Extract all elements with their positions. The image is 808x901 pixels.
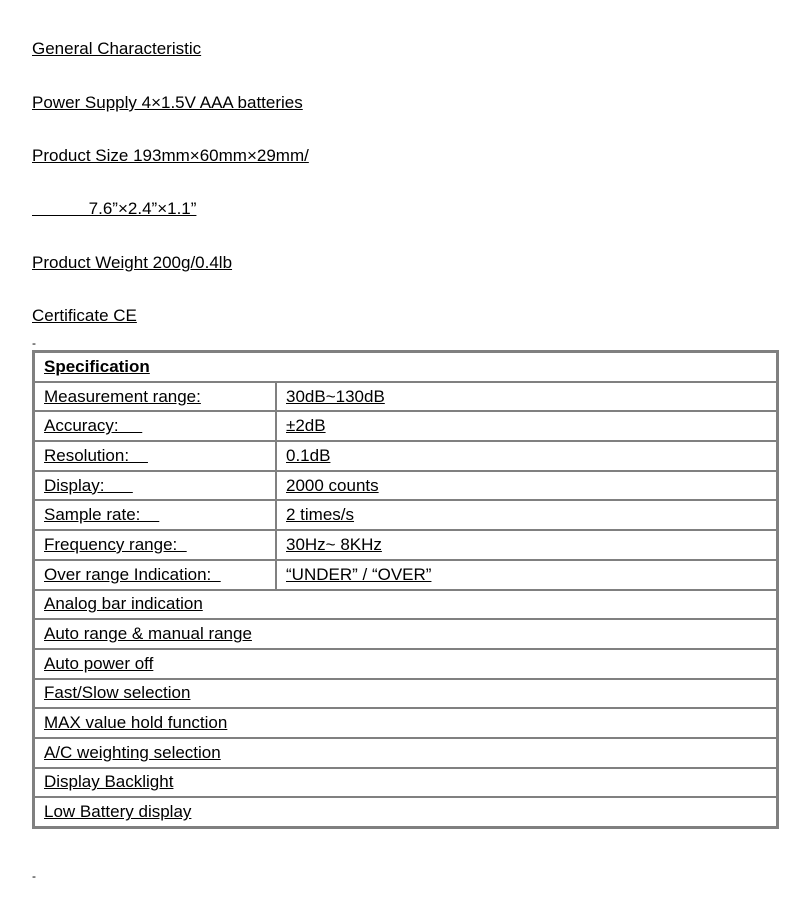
table-row bbox=[34, 679, 777, 709]
spec-label: Sample rate: bbox=[44, 505, 160, 525]
feature-item: MAX value hold function bbox=[44, 713, 228, 733]
certificate-line: Certificate CE bbox=[32, 306, 137, 325]
feature-item: Analog bar indication bbox=[44, 594, 203, 614]
feature-cell bbox=[34, 649, 777, 679]
spec-value: “UNDER” / “OVER” bbox=[286, 564, 432, 584]
table-row bbox=[34, 738, 777, 768]
feature-cell bbox=[34, 679, 777, 709]
spec-label: Accuracy: bbox=[44, 416, 143, 436]
feature-cell bbox=[34, 768, 777, 798]
spec-value: 0.1dB bbox=[286, 445, 331, 465]
table-row bbox=[34, 590, 777, 620]
table-row bbox=[34, 441, 777, 471]
spec-value-cell bbox=[276, 500, 777, 530]
specification-title-cell bbox=[34, 352, 777, 382]
table-row bbox=[34, 382, 777, 412]
spec-value: 30dB~130dB bbox=[286, 386, 385, 406]
table-row bbox=[34, 500, 777, 530]
product-weight-line: Product Weight 200g/0.4lb bbox=[32, 253, 233, 272]
spec-value-cell bbox=[276, 382, 777, 412]
specification-title: Specification bbox=[44, 356, 150, 376]
table-row bbox=[34, 708, 777, 738]
power-supply-line: Power Supply 4×1.5V AAA batteries bbox=[32, 93, 303, 112]
table-row bbox=[34, 352, 777, 382]
product-size-inch-line: 7.6”×2.4”×1.1” bbox=[32, 199, 197, 218]
table-row bbox=[34, 530, 777, 560]
spec-value-cell bbox=[276, 441, 777, 471]
spec-label-cell bbox=[34, 441, 276, 471]
feature-item: Fast/Slow selection bbox=[44, 683, 191, 703]
table-row bbox=[34, 797, 777, 827]
feature-cell bbox=[34, 797, 777, 827]
spec-label: Resolution: bbox=[44, 445, 148, 465]
feature-item: Auto power off bbox=[44, 653, 154, 673]
spec-label-cell bbox=[34, 411, 276, 441]
spec-label: Over range Indication: bbox=[44, 564, 221, 584]
spec-value-cell bbox=[276, 411, 777, 441]
spec-label-cell bbox=[34, 471, 276, 501]
feature-item: Display Backlight bbox=[44, 772, 174, 792]
spec-value: 30Hz~ 8KHz bbox=[286, 534, 382, 554]
spec-label-cell bbox=[34, 530, 276, 560]
feature-cell bbox=[34, 708, 777, 738]
general-characteristic-heading: General Characteristic bbox=[32, 39, 202, 58]
table-row bbox=[34, 560, 777, 590]
table-row bbox=[34, 768, 777, 798]
spec-value: 2000 counts bbox=[286, 475, 379, 495]
feature-cell bbox=[34, 619, 777, 649]
paragraph-marker-top: - bbox=[32, 336, 36, 350]
spec-value-cell bbox=[276, 560, 777, 590]
spec-label: Measurement range: bbox=[44, 386, 201, 406]
spec-label: Frequency range: bbox=[44, 534, 187, 554]
feature-item: A/C weighting selection bbox=[44, 742, 221, 762]
table-row bbox=[34, 619, 777, 649]
table-row bbox=[34, 411, 777, 441]
spec-value: 2 times/s bbox=[286, 505, 355, 525]
feature-cell bbox=[34, 738, 777, 768]
product-size-line: Product Size 193mm×60mm×29mm/ bbox=[32, 146, 309, 165]
feature-cell bbox=[34, 590, 777, 620]
table-row bbox=[34, 649, 777, 679]
feature-item: Low Battery display bbox=[44, 802, 192, 822]
paragraph-marker-bottom: - bbox=[32, 869, 36, 883]
spec-value: ±2dB bbox=[286, 416, 326, 436]
table-row bbox=[34, 471, 777, 501]
spec-value-cell bbox=[276, 471, 777, 501]
spec-label-cell bbox=[34, 560, 276, 590]
spec-label-cell bbox=[34, 382, 276, 412]
spec-value-cell bbox=[276, 530, 777, 560]
feature-item: Auto range & manual range bbox=[44, 624, 252, 644]
specification-table bbox=[32, 350, 779, 829]
spec-label-cell bbox=[34, 500, 276, 530]
spec-label: Display: bbox=[44, 475, 133, 495]
